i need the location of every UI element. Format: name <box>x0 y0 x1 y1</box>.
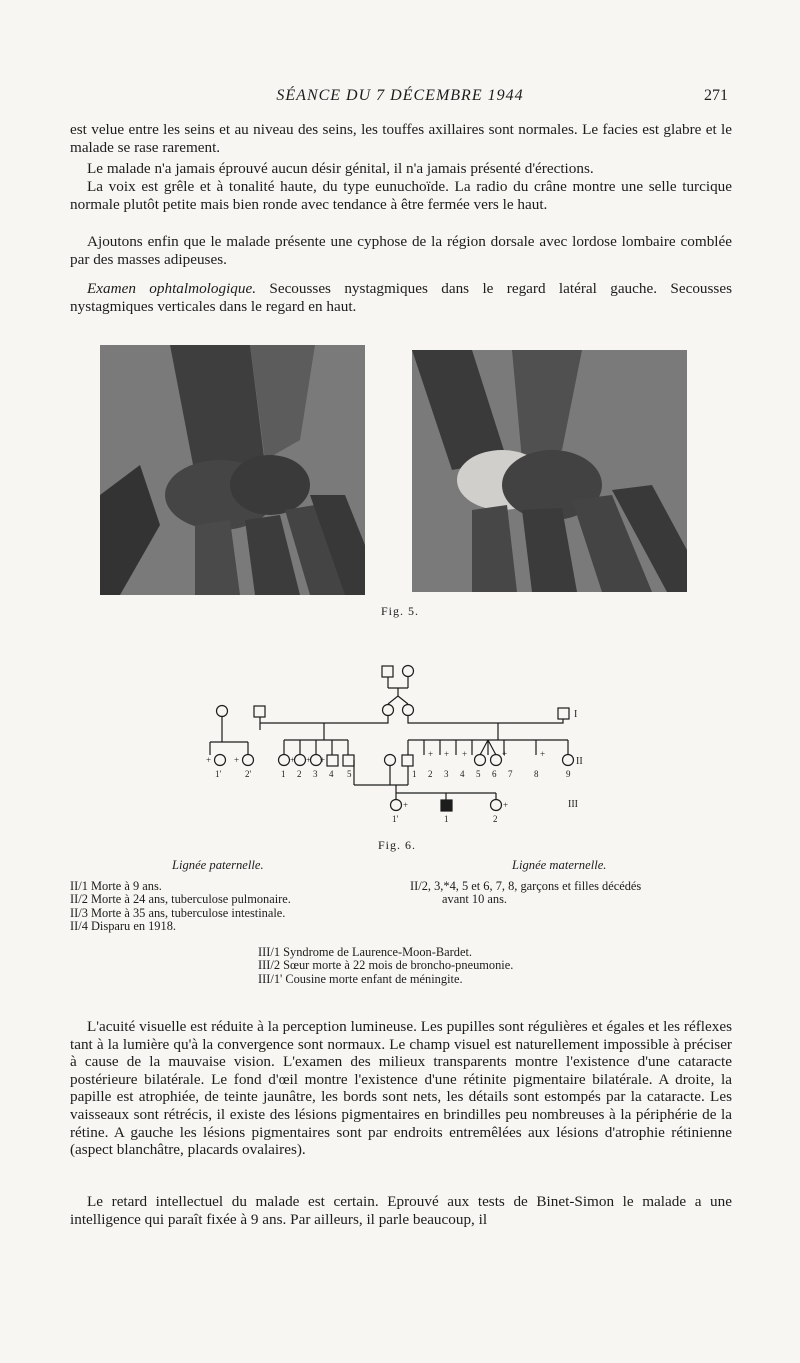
legend-line: II/1 Morte à 9 ans. <box>70 879 162 893</box>
death-mark: + <box>403 800 409 810</box>
death-mark: + <box>290 755 296 765</box>
individual-label: 4 <box>460 769 465 779</box>
legend-line: III/1 Syndrome de Laurence-Moon-Bardet. <box>258 945 473 959</box>
pedigree-male-symbol <box>343 755 354 766</box>
pedigree-affected-symbol <box>441 800 452 811</box>
legend-gen3-list <box>258 946 658 986</box>
individual-label: 1' <box>392 814 399 824</box>
pedigree-female-symbol <box>475 755 486 766</box>
death-mark: + <box>306 755 312 765</box>
individual-label: 7 <box>508 769 513 779</box>
individual-label: 2 <box>428 769 433 779</box>
legend-line: III/2 Sœur morte à 22 mois de broncho-pneumonie. <box>258 958 514 973</box>
pedigree-female-symbol <box>491 755 502 766</box>
individual-label: 2 <box>493 814 498 824</box>
pedigree-female-symbol <box>563 755 574 766</box>
pedigree-female-symbol <box>491 800 502 811</box>
legend-line: avant 10 ans. <box>442 892 508 907</box>
pedigree-diagram <box>200 660 590 830</box>
page-number: 271 <box>704 87 728 104</box>
pedigree-female-symbol <box>215 755 226 766</box>
paragraph-intellect: Le retard intellectuel du malade est certain. Eprouvé aux tests de Binet-Simon le malade a une intelligence qui paraît fixée à 9 ans. Par ailleurs, il parle beaucoup, il <box>70 1193 732 1228</box>
exam-text: Secousses nystagmiques dans le regard latéral gauche. Secousses nystagmiques verticales dans le regard en haut. <box>70 280 732 315</box>
exam-paragraph <box>70 280 732 315</box>
individual-label: 2' <box>245 769 252 779</box>
legend-line: III/1' Cousine morte enfant de méningite. <box>258 971 463 986</box>
legend-paternal-list <box>70 880 370 934</box>
pedigree-female-symbol <box>385 755 396 766</box>
pedigree-female-symbol <box>403 705 414 716</box>
legend-line: II/3 Morte à 35 ans, tuberculose intestinale. <box>70 905 286 920</box>
death-mark: + <box>444 749 450 759</box>
pedigree-male-symbol <box>327 755 338 766</box>
legend-maternal-list <box>410 880 740 907</box>
figure6-caption: Fig. 6. <box>378 838 417 852</box>
xray-left-image <box>100 345 365 595</box>
legend-line: II/2 Morte à 24 ans, tuberculose pulmonaire. <box>70 892 291 907</box>
paragraph-1: est velue entre les seins et au niveau des seins, les touffes axillaires sont normales. Le facies est glabre et le malade se rase rarement. <box>70 121 732 156</box>
generation-label: II <box>576 756 583 767</box>
pedigree-male-symbol <box>254 706 265 717</box>
pedigree-female-symbol <box>391 800 402 811</box>
individual-label: 8 <box>534 769 539 779</box>
pedigree-female-symbol <box>279 755 290 766</box>
individual-label: 3 <box>313 769 318 779</box>
death-mark: + <box>428 749 434 759</box>
xray-right-image <box>412 350 687 592</box>
xray-left-drawing <box>100 345 365 595</box>
pedigree-male-symbol <box>558 708 569 719</box>
death-mark: + <box>502 749 508 759</box>
individual-label: 1 <box>281 769 286 779</box>
death-mark: + <box>462 749 468 759</box>
paragraph-2: Le malade n'a jamais éprouvé aucun désir génital, il n'a jamais présenté d'érections. <box>87 160 594 177</box>
pedigree-male-symbol <box>382 666 393 677</box>
death-mark: + <box>234 755 240 765</box>
legend-maternal-title: Lignée maternelle. <box>512 858 607 872</box>
legend-paternal-title: Lignée paternelle. <box>172 858 264 872</box>
pedigree-female-symbol <box>403 666 414 677</box>
xray-right-drawing <box>412 350 687 592</box>
paragraph-visual-acuity: L'acuité visuelle est réduite à la perception lumineuse. Les pupilles sont régulières et égales et les réflexes tant à la lumière qu'à la convergence sont normaux. Le champ visuel est naturellement impossible à préciser à cause de la mauvaise vision. L'examen des milieux transparents montre l'existence d'une cataracte postérieure bilatérale. Le fond d'œil montre l'existence d'une rétinite pigmentaire bilatérale. A droite, la papille est atrophiée, de teinte jaunâtre, les bords sont nets, les détails sont estompés par la cataracte. Les vaisseaux sont rétrécis, il existe des lésions pigmentaires en brindilles peu nombreuses à la périphérie de la rétine. A gauche les lésions pigmentaires sont par endroits entremêlées aux lésions d'atrophie rétinienne (aspect blanchâtre, placards ovalaires). <box>70 1018 732 1159</box>
individual-label: 2 <box>297 769 302 779</box>
pedigree-male-symbol <box>402 755 413 766</box>
legend-line: II/4 Disparu en 1918. <box>70 919 176 934</box>
generation-label: III <box>568 799 578 810</box>
pedigree-female-symbol <box>243 755 254 766</box>
exam-heading: Examen ophtalmologique. <box>87 280 257 297</box>
individual-label: 5 <box>476 769 481 779</box>
paragraph-3: La voix est grêle et à tonalité haute, du type eunuchoïde. La radio du crâne montre une selle turcique normale plutôt petite mais bien ronde avec tendance à être fermée vers le haut. <box>70 178 732 213</box>
individual-label: 5 <box>347 769 352 779</box>
individual-label: 1 <box>444 814 449 824</box>
individual-label: 1 <box>412 769 417 779</box>
individual-label: 3 <box>444 769 449 779</box>
legend-line: II/2, 3,*4, 5 et 6, 7, 8, garçons et filles décédés <box>410 879 642 893</box>
individual-label: 4 <box>329 769 334 779</box>
pedigree-female-symbol <box>217 706 228 717</box>
death-mark: + <box>503 800 509 810</box>
individual-label: 6 <box>492 769 497 779</box>
individual-label: 9 <box>566 769 571 779</box>
pedigree-female-symbol <box>295 755 306 766</box>
paragraph-4: Ajoutons enfin que le malade présente une cyphose de la région dorsale avec lordose lombaire comblée par des masses adipeuses. <box>70 233 732 268</box>
death-mark: + <box>540 749 546 759</box>
running-title: SÉANCE DU 7 DÉCEMBRE 1944 <box>276 87 524 104</box>
generation-label: I <box>574 709 578 720</box>
death-mark: + <box>206 755 212 765</box>
pedigree-female-symbol <box>383 705 394 716</box>
individual-label: 1' <box>215 769 222 779</box>
death-mark: + <box>320 755 326 765</box>
figure5-caption: Fig. 5. <box>380 604 419 618</box>
